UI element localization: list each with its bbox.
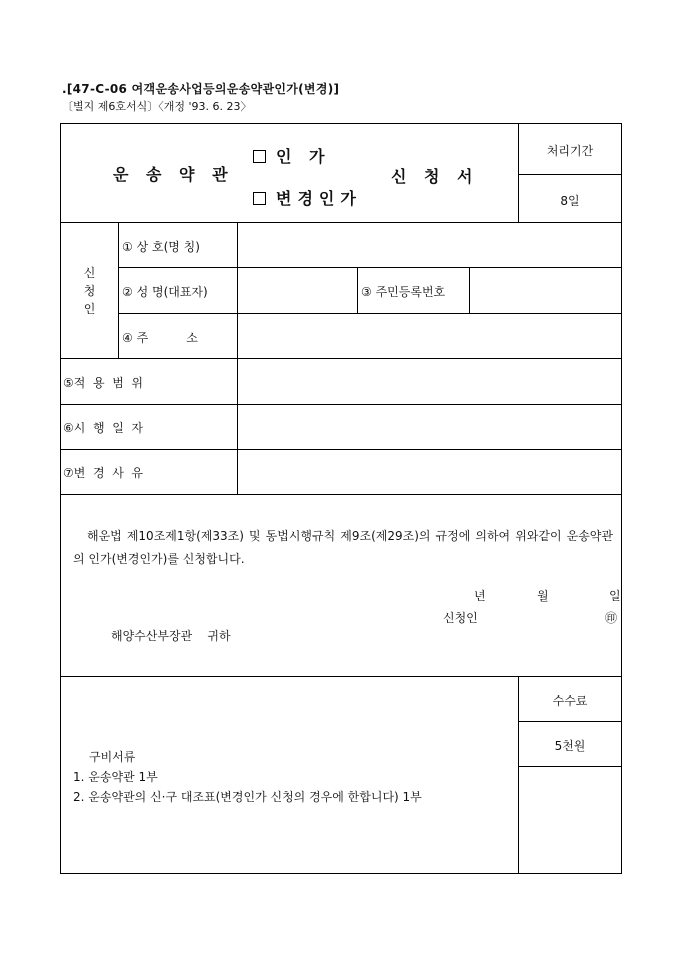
seal-mark: ㊞ [605,611,618,625]
effective-date-label: ⑥시 행 일 자 [63,421,144,435]
option-approval[interactable]: 인 가 [253,144,330,167]
change-reason-field[interactable] [238,450,622,494]
divider [518,174,622,175]
checkbox[interactable] [253,192,266,205]
business-name-field[interactable] [238,223,622,267]
processing-period-value: 8일 [560,194,580,208]
form-title-left: 운 송 약 관 [113,165,234,184]
recipient: 해양수산부장관 귀하 [111,629,231,643]
scope-label: ⑤적 용 범 위 [63,376,144,390]
effective-date-field[interactable] [238,405,622,449]
divider [61,494,622,495]
date-day-label: 일 [609,589,621,603]
option-change-approval[interactable]: 변경인가 [253,186,362,209]
applicant-signature-label: 신청인 [443,611,478,625]
divider [357,267,358,313]
required-document-item: 2. 운송약관의 신·구 대조표(변경인가 신청의 경우에 한합니다) 1부 [73,790,422,804]
declaration-text: 해운법 제10조제1항(제33조) 및 동법시행규칙 제9조(제29조)의 규정에 의하여 위와같이 운송약관의 인가(변경인가)를 신청합니다. [73,529,613,566]
checkbox[interactable] [253,150,266,163]
divider [518,721,622,722]
change-reason-label: ⑦변 경 사 유 [63,466,144,480]
required-documents-title: 구비서류 [89,750,136,764]
processing-period-label: 처리기간 [546,144,594,158]
form-reference: 〔별지 제6호서식〕〈개정 '93. 6. 23〉 [62,100,252,113]
divider [518,766,622,767]
required-document-item: 1. 운송약관 1부 [73,770,158,784]
registration-number-label: ③ 주민등록번호 [361,285,446,299]
fee-label: 수수료 [552,694,588,708]
address-field[interactable] [238,314,622,358]
business-name-label: ① 상 호(명 칭) [122,240,200,254]
scope-field[interactable] [238,359,622,404]
form-title-right: 신 청 서 [391,167,479,186]
representative-label: ② 성 명(대표자) [122,285,208,299]
date-month-label: 월 [537,589,549,603]
applicant-section-label: 신 청 인 [83,266,96,316]
divider [61,676,622,677]
date-year-label: 년 [474,589,486,603]
form-code: .[47-C-06 여객운송사업등의운송약관인가(변경)] [62,82,340,96]
representative-field[interactable] [238,268,357,313]
registration-number-field[interactable] [470,268,622,313]
divider [118,222,119,358]
application-form [60,123,622,874]
address-label: ④ 주 소 [122,331,198,345]
fee-value: 5천원 [554,739,586,753]
